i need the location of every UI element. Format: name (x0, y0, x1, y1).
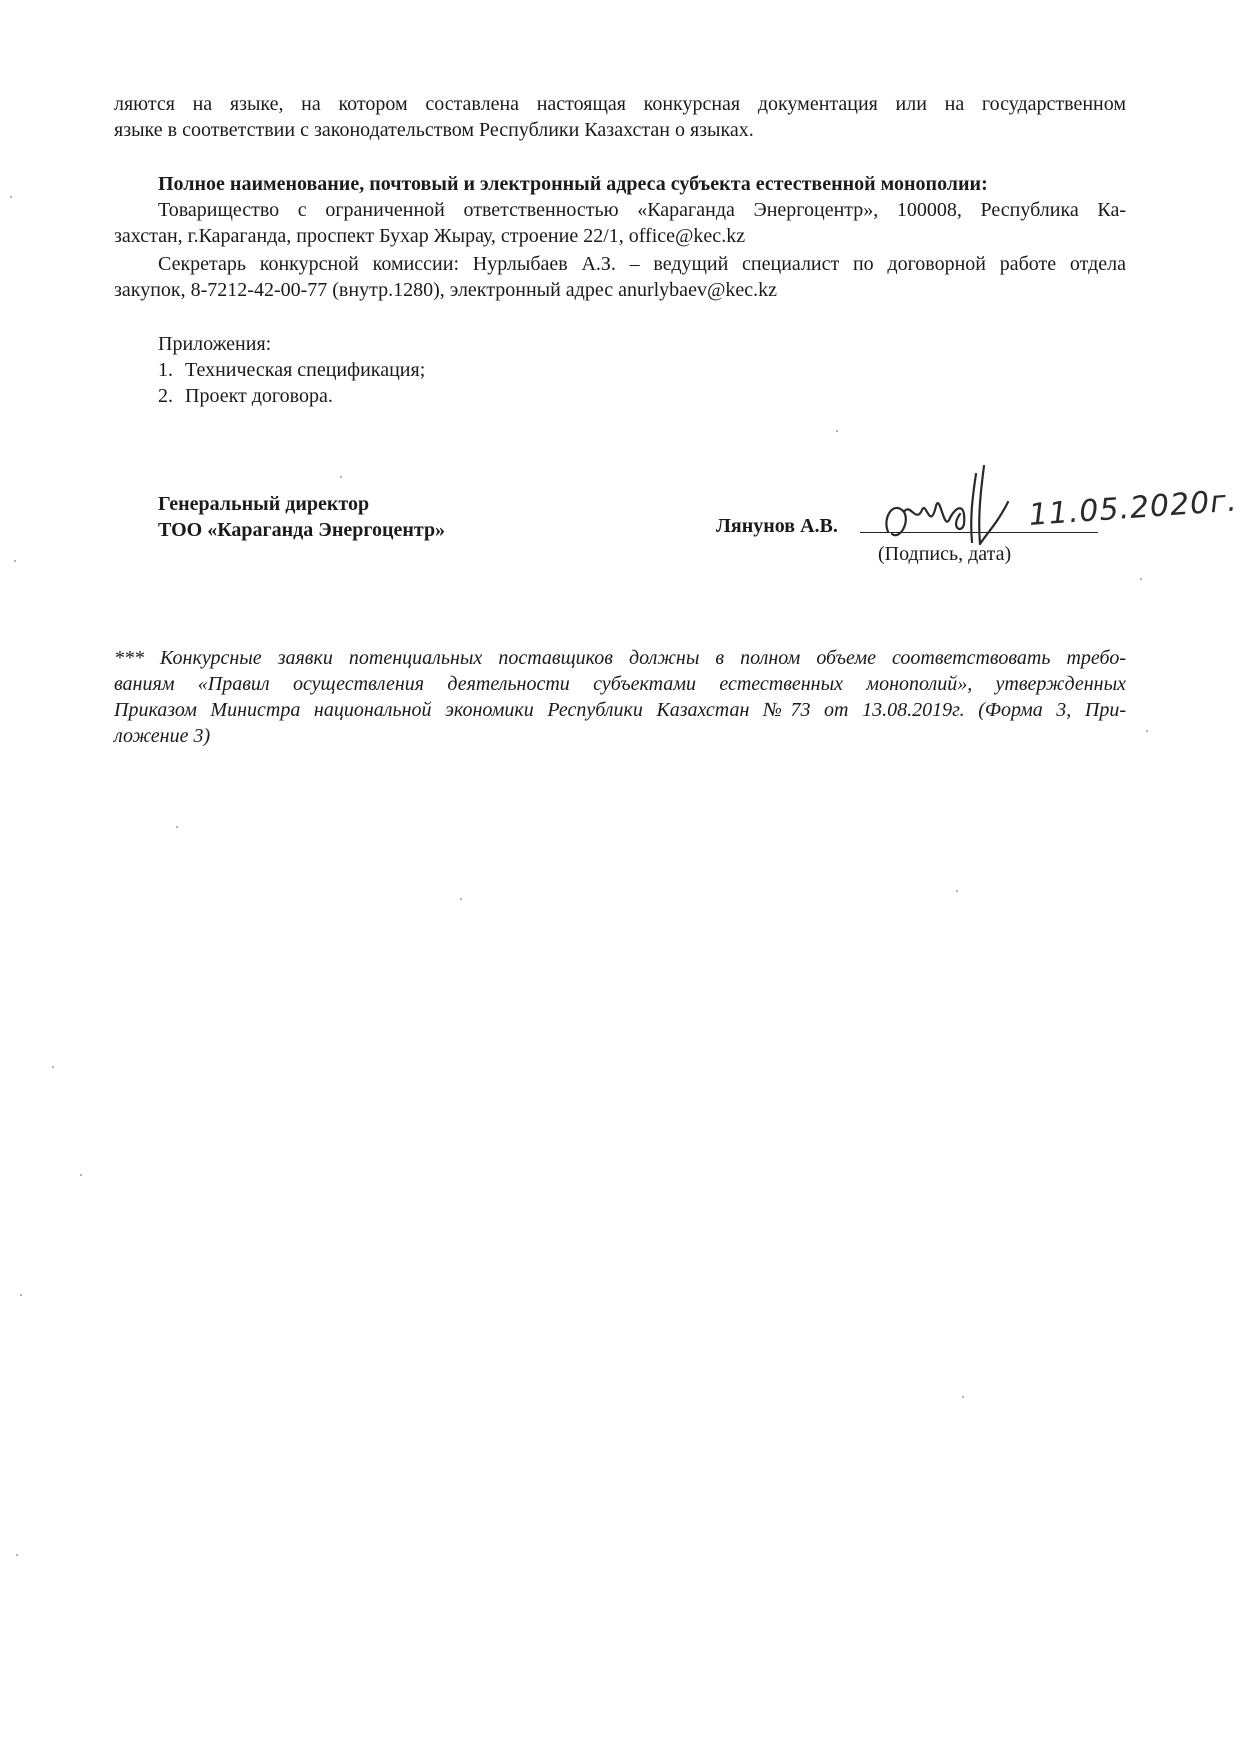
scan-speck (10, 196, 12, 198)
company-line-1: Товарищество с ограниченной ответственностью «Караганда Энергоцентр», 100008, Республика Ка- (158, 199, 1126, 221)
footnote-line-1: *** Конкурсные заявки потенциальных поставщиков должны в полном объеме соответствовать требо- (114, 647, 1126, 669)
scan-speck (176, 826, 178, 828)
scan-speck (340, 476, 342, 478)
signatory-name: Лянунов А.В. (716, 515, 838, 537)
scan-speck (460, 898, 462, 900)
handwritten-signature (880, 462, 1012, 552)
scan-speck (962, 1396, 964, 1398)
scan-speck (52, 1066, 54, 1068)
scan-speck (836, 430, 838, 432)
scan-speck (1140, 578, 1142, 580)
scan-speck (20, 1294, 22, 1296)
attachment-item-2 (158, 384, 333, 408)
handwritten-date: 11.05.2020г. (1027, 483, 1239, 533)
attachments-title: Приложения: (158, 333, 272, 355)
scan-speck (16, 1554, 18, 1556)
attachment-text: Техническая спецификация; (185, 359, 426, 381)
signatory-position-line-1: Генеральный директор (158, 493, 370, 515)
footnote-line-2: ваниям «Правил осуществления деятельности субъектами естественных монополий», утвержденных (114, 673, 1126, 695)
scan-speck (1146, 730, 1148, 732)
attachment-text: Проект договора. (185, 385, 333, 407)
secretary-line-1: Секретарь конкурсной комиссии: Нурлыбаев А.З. – ведущий специалист по договорной работе отдела (158, 253, 1126, 275)
signature-caption: (Подпись, дата) (878, 543, 1012, 565)
signatory-position-line-2: ТОО «Караганда Энергоцентр» (158, 519, 446, 541)
secretary-line-2: закупок, 8-7212-42-00-77 (внутр.1280), электронный адрес anurlybaev@kec.kz (114, 279, 777, 301)
scan-speck (14, 560, 16, 562)
attachment-number: 1. (158, 359, 173, 381)
monopoly-heading: Полное наименование, почтовый и электронный адреса субъекта естественной монополии: (158, 173, 988, 195)
footnote-line-3: Приказом Министра национальной экономики Республики Казахстан №73 от 13.08.2019г. (Форма 3, При- (114, 699, 1126, 721)
scan-speck (80, 1174, 82, 1176)
intro-line-2: языке в соответствии с законодательством Республики Казахстан о языках. (114, 119, 754, 141)
company-line-2: захстан, г.Караганда, проспект Бухар Жырау, строение 22/1, office@kec.kz (114, 225, 746, 247)
scan-speck (956, 890, 958, 892)
attachment-number: 2. (158, 385, 173, 407)
attachment-item-1 (158, 358, 425, 382)
intro-line-1: ляются на языке, на котором составлена настоящая конкурсная документация или на государственном (114, 93, 1126, 115)
footnote-line-4: ложение 3) (114, 725, 211, 747)
